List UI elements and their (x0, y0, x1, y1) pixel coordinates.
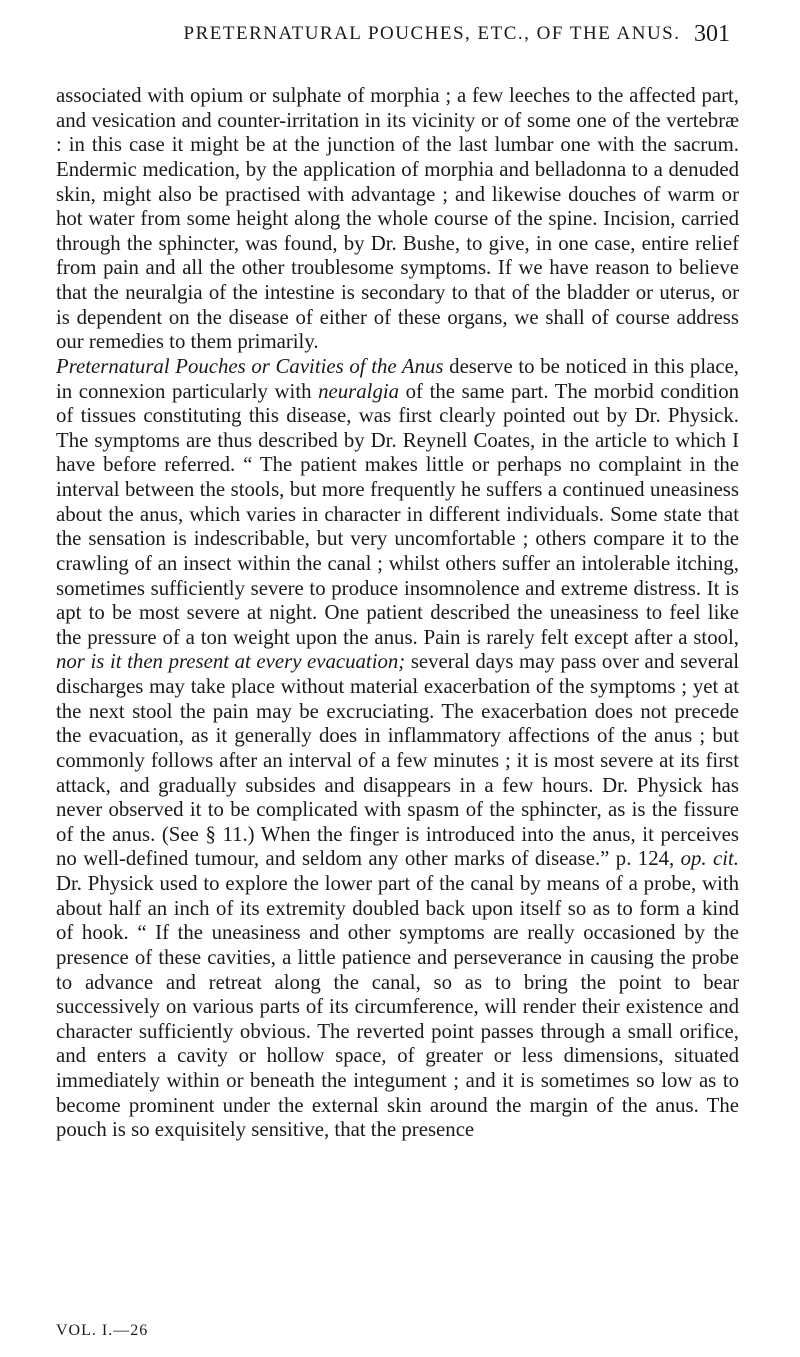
paragraph (56, 355, 739, 1143)
signature-mark: VOL. I.—26 (56, 1322, 149, 1339)
section-heading: Preternatural Pouches or Cavities of the Anus (56, 354, 444, 378)
body-text (56, 84, 739, 1143)
page-number: 301 (694, 20, 730, 47)
emphasis: nor is it then present at every evacuation; (56, 650, 406, 674)
paragraph: associated with opium or sulphate of morphia ; a few leeches to the affected part, and vesication and counter-irritation in its vicinity or of some one of the vertebræ : in this case it might be at the junction of the last lumbar one with the sacrum. Endermic medication, by the application of morphia and belladonna to a denuded skin, might also be practised with advantage ; and likewise douches of warm or hot water from some height along the whole course of the spine. Incision, carried through the sphincter, was found, by Dr. Bushe, to give, in one case, entire relief from pain and all the other troublesome symptoms. If we have reason to believe that the neuralgia of the intestine is secondary to that of the bladder or uterus, or is dependent on the disease of either of these organs, we shall of course address our remedies to them primarily. (56, 84, 739, 354)
text-run: several days may pass over and several discharges may take place without material exacerbation of the symptoms ; yet at the next stool the pain may be excruciating. The exacerbation does not precede the evacuation, as it generally does in inflammatory affections of the anus ; but commonly follows after an interval of a few minutes ; it is most severe at its first attack, and gradually subsides and disappears in a few hours. Dr. Physick has never observed it to be complicated with spasm of the sphincter, as is the fissure of the anus. (See § 11.) When the finger is introduced into the anus, it perceives no well-defined tumour, and seldom any other marks of disease.” p. 124, (56, 650, 739, 871)
text-run: of the same part. The morbid condition of tissues constituting this disease, was first clearly pointed out by Dr. Physick. The symptoms are thus described by Dr. Reynell Coates, in the article to which I have before referred. “ The patient makes little or perhaps no complaint in the interval between the stools, but more frequently he suffers a continued uneasiness about the anus, which varies in character in different individuals. Some state that the sensation is indescribable, but very uncomfortable ; others compare it to the crawling of an insect within the canal ; whilst others suffer an intolerable itching, sometimes sufficiently severe to produce insomnolence and extreme distress. It is apt to be most severe at night. One patient described the uneasiness to feel like the pressure of a ton weight upon the anus. Pain is rarely felt except after a stool, (56, 379, 739, 649)
running-head: PRETERNATURAL POUCHES, ETC., OF THE ANUS. (183, 23, 681, 44)
emphasis: neuralgia (318, 379, 400, 403)
page-header (90, 16, 730, 52)
text-run: deserve to be noticed in this place, in connexion particularly with (56, 354, 740, 403)
text-run: Dr. Physick used to explore the lower part of the canal by means of a probe, with about half an inch of its extremity doubled back upon itself so as to form a kind of hook. “ If the uneasiness and other symptoms are really occasioned by the presence of these cavities, a little patience and perseverance in causing the probe to advance and retreat along the canal, so as to bring the point to bear successively on various parts of its circumference, will render their existence and character sufficiently obvious. The reverted point passes through a small orifice, and enters a cavity or hollow space, of greater or less dimensions, situated immediately within or beneath the integument ; and it is sometimes so low as to become prominent under the external skin around the margin of the anus. The pouch is so exquisitely sensitive, that the presence (56, 872, 739, 1142)
citation: op. cit. (680, 847, 739, 871)
